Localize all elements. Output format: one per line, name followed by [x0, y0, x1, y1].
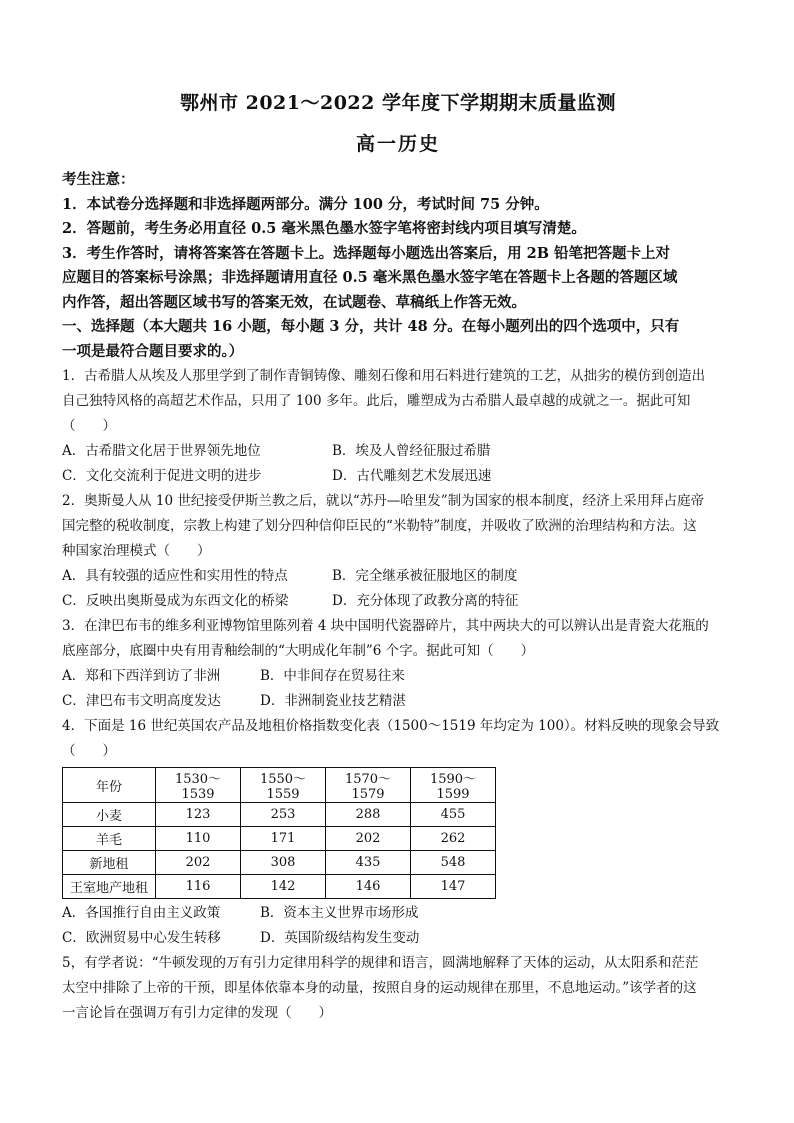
option-row — [62, 901, 734, 926]
notice-item: 应题目的答案标号涂黑；非选择题请用直径 0.5 毫米黑色墨水签字笔在答题卡上各题的答题区域 — [62, 269, 678, 286]
table-cell: 116 — [156, 875, 241, 899]
option-row — [62, 664, 734, 689]
question-text: 种国家治理模式（ ） — [62, 543, 211, 559]
table-cell: 288 — [326, 803, 411, 827]
notice-block — [62, 168, 734, 315]
question-text: 2．奥斯曼人从 10 世纪接受伊斯兰教之后，就以“苏丹—哈里发”制为国家的根本制度，经济上采用拜占庭帝 — [62, 493, 705, 509]
table-cell: 新地租 — [63, 851, 156, 875]
table-cell: 王室地产地租 — [63, 875, 156, 899]
table-cell: 308 — [241, 851, 326, 875]
option-b: B．资本主义世界市场形成 — [260, 905, 419, 921]
question-text: 一言论旨在强调万有引力定律的发现（ ） — [62, 1005, 332, 1021]
table-header-cell: 1570～1579 — [326, 768, 411, 803]
option-c: C．津巴布韦文明高度发达 — [62, 693, 221, 709]
table-row — [63, 851, 496, 875]
question-text: （ ） — [62, 418, 116, 434]
option-c: C．文化交流利于促进文明的进步 — [62, 468, 262, 484]
question-text: 自己独特风格的高超艺术作品，只用了 100 多年。此后，雕塑成为古希腊人最卓越的成就之一。据此可知 — [62, 393, 691, 409]
option-row — [62, 926, 734, 951]
option-row — [62, 464, 734, 489]
exam-subject: 高一历史 — [355, 133, 440, 155]
option-row — [62, 439, 734, 464]
question-3 — [62, 614, 734, 714]
question-text: 3．在津巴布韦的维多利亚博物馆里陈列着 4 块中国明代瓷器碎片，其中两块大的可以辨认出是青瓷大花瓶的 — [62, 618, 709, 634]
option-row — [62, 689, 734, 714]
table-cell: 123 — [156, 803, 241, 827]
table-cell: 202 — [156, 851, 241, 875]
question-text: 5，有学者说：“牛顿发现的万有引力定律用科学的规律和语言，圆满地解释了天体的运动，从太阳系和茫茫 — [62, 955, 699, 971]
table-cell: 435 — [326, 851, 411, 875]
table-cell: 202 — [326, 827, 411, 851]
exam-page — [62, 88, 734, 1026]
table-cell: 171 — [241, 827, 326, 851]
option-d: D．非洲制瓷业技艺精湛 — [260, 693, 406, 709]
section-heading — [62, 315, 734, 364]
table-header-row — [63, 768, 496, 803]
option-c: C．反映出奥斯曼成为东西文化的桥梁 — [62, 593, 289, 609]
table-header-cell: 年份 — [63, 768, 156, 803]
notice-heading: 考生注意： — [62, 171, 135, 188]
table-header-cell: 1550～1559 — [241, 768, 326, 803]
table-row — [63, 827, 496, 851]
table-cell: 548 — [411, 851, 496, 875]
option-a: A．具有较强的适应性和实用性的特点 — [62, 568, 288, 584]
option-b: B．完全继承被征服地区的制度 — [332, 568, 518, 584]
table-row — [63, 875, 496, 899]
table-cell: 147 — [411, 875, 496, 899]
notice-item: 3．考生作答时，请将答案答在答题卡上。选择题每小题选出答案后，用 2B 铅笔把答题卡上对 — [62, 244, 671, 262]
option-d: D．古代雕刻艺术发展迅速 — [332, 468, 492, 484]
price-index-table — [62, 767, 496, 899]
table-cell: 253 — [241, 803, 326, 827]
option-d: D．充分体现了政教分离的特征 — [332, 593, 519, 609]
notice-item: 1．本试卷分选择题和非选择题两部分。满分 100 分，考试时间 75 分钟。 — [62, 195, 549, 213]
section-heading-line: 一、选择题（本大题共 16 小题，每小题 3 分，共计 48 分。在每小题列出的四个选项中，只有 — [62, 318, 680, 335]
question-1 — [62, 364, 734, 489]
table-cell: 110 — [156, 827, 241, 851]
notice-item: 内作答，超出答题区域书写的答案无效，在试题卷、草稿纸上作答无效。 — [62, 293, 526, 311]
notice-item: 2．答题前，考生务必用直径 0.5 毫米黑色墨水签字笔将密封线内项目填写清楚。 — [62, 220, 586, 237]
question-text: 太空中排除了上帝的干预，即星体依靠本身的动量，按照自身的运动规律在那里，不息地运动。”该学者的这 — [62, 980, 697, 996]
table-cell: 455 — [411, 803, 496, 827]
table-header-cell: 1590～1599 — [411, 768, 496, 803]
question-text: 国完整的税收制度，宗教上构建了划分四种信仰臣民的“米勒特”制度，并吸收了欧洲的治理结构和方法。这 — [62, 518, 697, 534]
table-cell: 146 — [326, 875, 411, 899]
option-a: A．各国推行自由主义政策 — [62, 905, 221, 921]
table-cell: 小麦 — [63, 803, 156, 827]
question-5 — [62, 951, 734, 1026]
question-text: 1．古希腊人从埃及人那里学到了制作青铜铸像、雕刻石像和用石料进行建筑的工艺，从拙劣的模仿到创造出 — [62, 368, 706, 384]
option-d: D．英国阶级结构发生变动 — [260, 930, 420, 946]
exam-title: 鄂州市 2021～2022 学年度下学期期末质量监测 — [180, 92, 616, 114]
question-2 — [62, 489, 734, 614]
option-b: B．埃及人曾经征服过希腊 — [332, 443, 491, 459]
option-a: A．郑和下西洋到访了非洲 — [62, 668, 221, 684]
option-row — [62, 589, 734, 614]
question-text: 底座部分，底圈中央有用青釉绘制的“大明成化年制”6 个字。据此可知（ ） — [62, 643, 535, 659]
table-header-cell: 1530～1539 — [156, 768, 241, 803]
question-4 — [62, 714, 734, 951]
question-text: 4．下面是 16 世纪英国农产品及地租价格指数变化表（1500～1519 年均定为 100）。材料反映的现象会导致 — [62, 718, 720, 734]
table-cell: 羊毛 — [63, 827, 156, 851]
section-heading-line: 一项是最符合题目要求的。） — [62, 342, 244, 360]
table-cell: 142 — [241, 875, 326, 899]
table-row — [63, 803, 496, 827]
option-row — [62, 564, 734, 589]
option-c: C．欧洲贸易中心发生转移 — [62, 930, 221, 946]
question-text: （ ） — [62, 743, 116, 759]
option-b: B．中非间存在贸易往来 — [260, 668, 405, 684]
table-cell: 262 — [411, 827, 496, 851]
option-a: A．古希腊文化居于世界领先地位 — [62, 443, 261, 459]
